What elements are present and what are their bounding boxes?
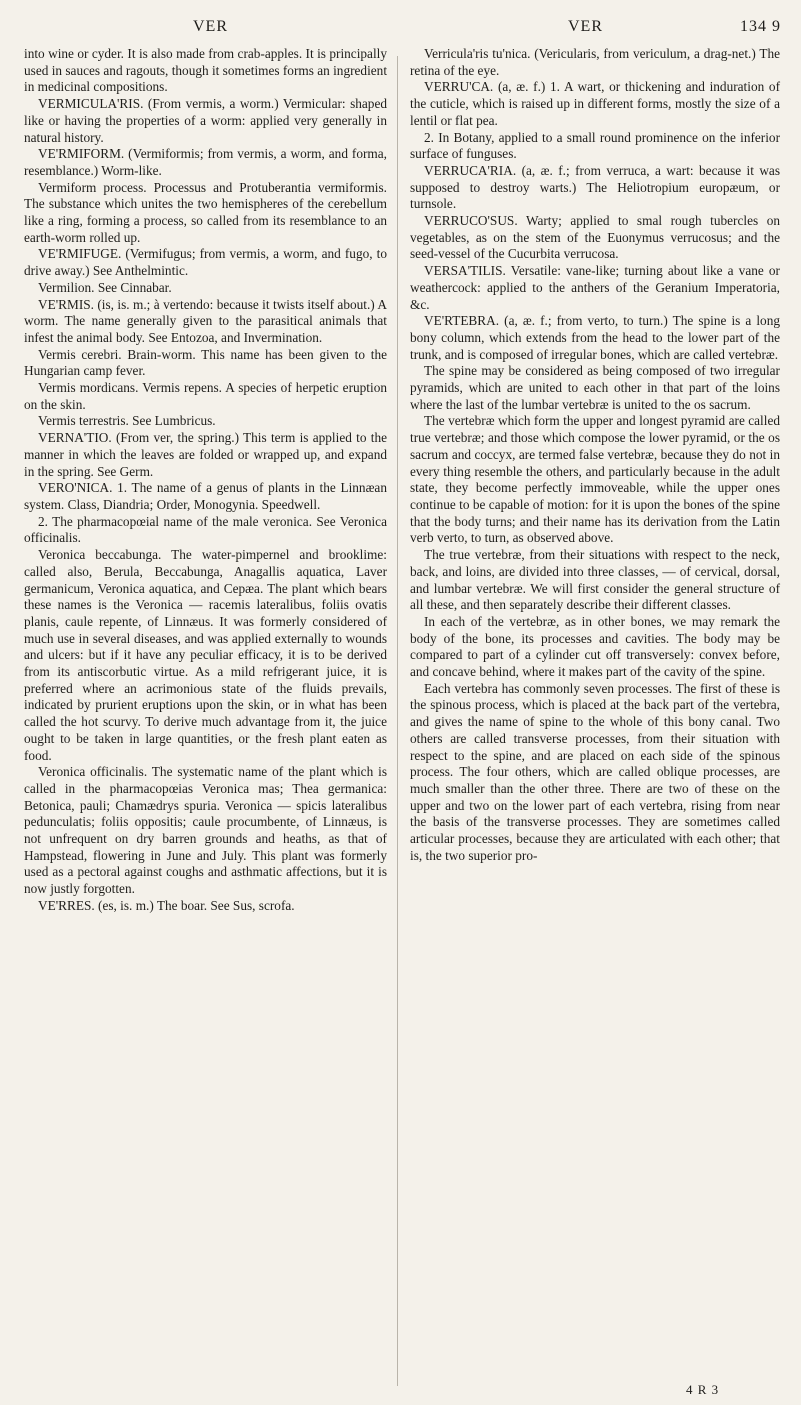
- right-column: [410, 46, 780, 864]
- paragraph: The vertebræ which form the upper and longest pyramid are called true vertebræ; and those which compose the lower pyramid, or the os sacrum and coccyx, are termed false vertebræ, because they do not in every thing resemble the others, and particularly because in the adult state, they become perfectly immoveable, while the upper ones continue to be capable of motion: for it is upon the bones of the spine that the body turns; and their name has its derivation from the Latin verb verto, to turn, as observed above.: [410, 413, 780, 546]
- entry-vermicularis: VERMICULA'RIS. (From vermis, a worm.) Vermicular: shaped like or having the properties of a worm: applied very generally in natural history.: [24, 96, 387, 145]
- entry-vermis-terrestris: Vermis terrestris. See Lumbricus.: [38, 413, 216, 429]
- paragraph: Each vertebra has commonly seven processes. The first of these is the spinous process, which is placed at the back part of the vertebra, and gives the name of spine to the whole of this bony canal. Two others are called transverse processes, from their situation with respect to the spine, and are placed on each side of the spinous process. The four others, which are called oblique processes, are much smaller than the other three. There are two of these on the upper and two on the lower part of each vertebra, rising from near the basis of the transverse processes. They are sometimes called articular processes, because they are articulated with each other; that is, the two superior pro-: [410, 680, 780, 863]
- entry-vermiform: VE'RMIFORM. (Vermiformis; from vermis, a worm, and forma, resemblance.) Worm-like.: [24, 146, 387, 178]
- paragraph: The true vertebræ, from their situations with respect to the neck, back, and loins, are divided into three classes, — of cervical, dorsal, and lumbar vertebræ. We will first consider the general structure of all these, and then separately describe their different classes.: [410, 547, 780, 613]
- entry-verricularis-tunica: Verricula'ris tu'nica. (Vericularis, from vericulum, a drag-net.) The retina of the eye.: [410, 46, 780, 78]
- entry-veronica-officinalis: Veronica officinalis. The systematic name of the plant which is called in the pharmacopœias Veronica mas; Thea germanica: Betonica, pauli; Chamædrys spuria. Veronica — spicis lateralibus pedunculatis; foliis oppositis; caule procumbente, of Linnæus, is not unfrequent on dry barren grounds and heaths, as that of Hampstead, flowering in June and July. This plant was formerly used as a pectoral against coughs and asthmatic affections, but it is now justly forgotten.: [24, 764, 387, 897]
- left-column: [24, 46, 387, 915]
- running-header: [0, 18, 801, 44]
- column-divider: [397, 56, 398, 1386]
- header-right: VER: [568, 18, 603, 35]
- entry-vermilion: Vermilion. See Cinnabar.: [38, 279, 172, 295]
- entry-verruca: VERRU'CA. (a, æ. f.) 1. A wart, or thickening and induration of the cuticle, which is raised up in different forms, mostly the size of a lentil or flat pea.: [410, 79, 780, 128]
- entry-veronica-beccabunga: Veronica beccabunga. The water-pimpernel and brooklime: called also, Berula, Beccabunga, Anagallis aquatica, Laver germanicum, Veronica aquatica, and Cepæa. The plant which bears these names is the Veronica — racemis lateralibus, foliis ovatis planis, caule repente, of Linnæus. It was formerly considered of much use in several diseases, and was applied externally to wounds and ulcers: but if it have any peculiar efficacy, it is to be derived from its antiscorbutic virtue. As a mild refrigerant juice, it is preferred where an acrimonious state of the fluids prevails, indicated by prurient eruptions upon the skin, or in what has been called the hot scurvy. To derive much advantage from it, the juice ought to be taken in large quantities, or the fresh plant eaten as food.: [24, 547, 387, 763]
- paragraph: In each of the vertebræ, as in other bones, we may remark the body of the bone, its processes and cavities. The body may be compared to part of a cylinder cut off transversely: convex before, and concave behind, where it makes part of the cavity of the spine.: [410, 613, 780, 680]
- entry-verres: VE'RRES. (es, is. m.) The boar. See Sus, scrofa.: [38, 897, 295, 913]
- signature-mark: 4 R 3: [686, 1382, 720, 1397]
- entry-vermis-cerebri: Vermis cerebri. Brain-worm. This name has been given to the Hungarian camp fever.: [24, 346, 387, 379]
- header-left: VER: [193, 18, 228, 35]
- entry-vermis: VE'RMIS. (is, is. m.; à vertendo: because it twists itself about.) A worm. The name generally given to the parasitical animals that infest the animal body. See Entozoa, and Invermination.: [24, 296, 387, 345]
- entry-verrucaria: VERRUCA'RIA. (a, æ. f.; from verruca, a wart: because it was supposed to destroy warts.) The Heliotropium europæum, or turnsole.: [410, 162, 780, 212]
- paragraph: The spine may be considered as being composed of two irregular pyramids, which are united to each other in that part of the loins where the last of the lumbar vertebræ is united to the os sacrum.: [410, 363, 780, 412]
- entry-versatilis: VERSA'TILIS. Versatile: vane-like; turning about like a vane or weathercock: applied to the anthers of the Geranium Imperatoria, &c.: [410, 263, 780, 312]
- entry-vernatio: VERNA'TIO. (From ver, the spring.) This term is applied to the manner in which the leaves are folded or wrapped up, and expand in the spring. See Germ.: [24, 430, 387, 479]
- entry-vertebra: VE'RTEBRA. (a, æ. f.; from verto, to turn.) The spine is a long bony column, which extends from the head to the lower part of the trunk, and is composed of irregular bones, which are called vertebræ.: [410, 313, 780, 362]
- page-number: 134 9: [740, 18, 781, 35]
- entry-vermifuge: VE'RMIFUGE. (Vermifugus; from vermis, a worm, and fugo, to drive away.) See Anthelmintic.: [24, 246, 387, 279]
- entry-veronica-2: 2. The pharmacopœial name of the male veronica. See Veronica officinalis.: [24, 513, 387, 546]
- entry-verruca-2: 2. In Botany, applied to a small round prominence on the inferior surface of funguses.: [410, 129, 780, 162]
- entry-verrucosus: VERRUCO'SUS. Warty; applied to smal rough tubercles on vegetables, as on the stem of the Euonymus verrucosus; and the seed-vessel of the Cucurbita verrucosa.: [410, 213, 780, 262]
- entry-vermis-mordicans: Vermis mordicans. Vermis repens. A species of herpetic eruption on the skin.: [24, 380, 387, 412]
- paragraph: into wine or cyder. It is also made from crab-apples. It is principally used in sauces and ragouts, though it sometimes forms an ingredient in medicinal compositions.: [24, 46, 388, 95]
- entry-vermiform-process: Vermiform process. Processus and Protuberantia vermiformis. The substance which unites the two hemispheres of the cerebellum like a ring, forming a process, so called from its resemblance to an earth-worm rolled up.: [24, 179, 387, 245]
- entry-veronica: VERO'NICA. 1. The name of a genus of plants in the Linnæan system. Class, Diandria; Order, Monogynia. Speedwell.: [24, 480, 387, 512]
